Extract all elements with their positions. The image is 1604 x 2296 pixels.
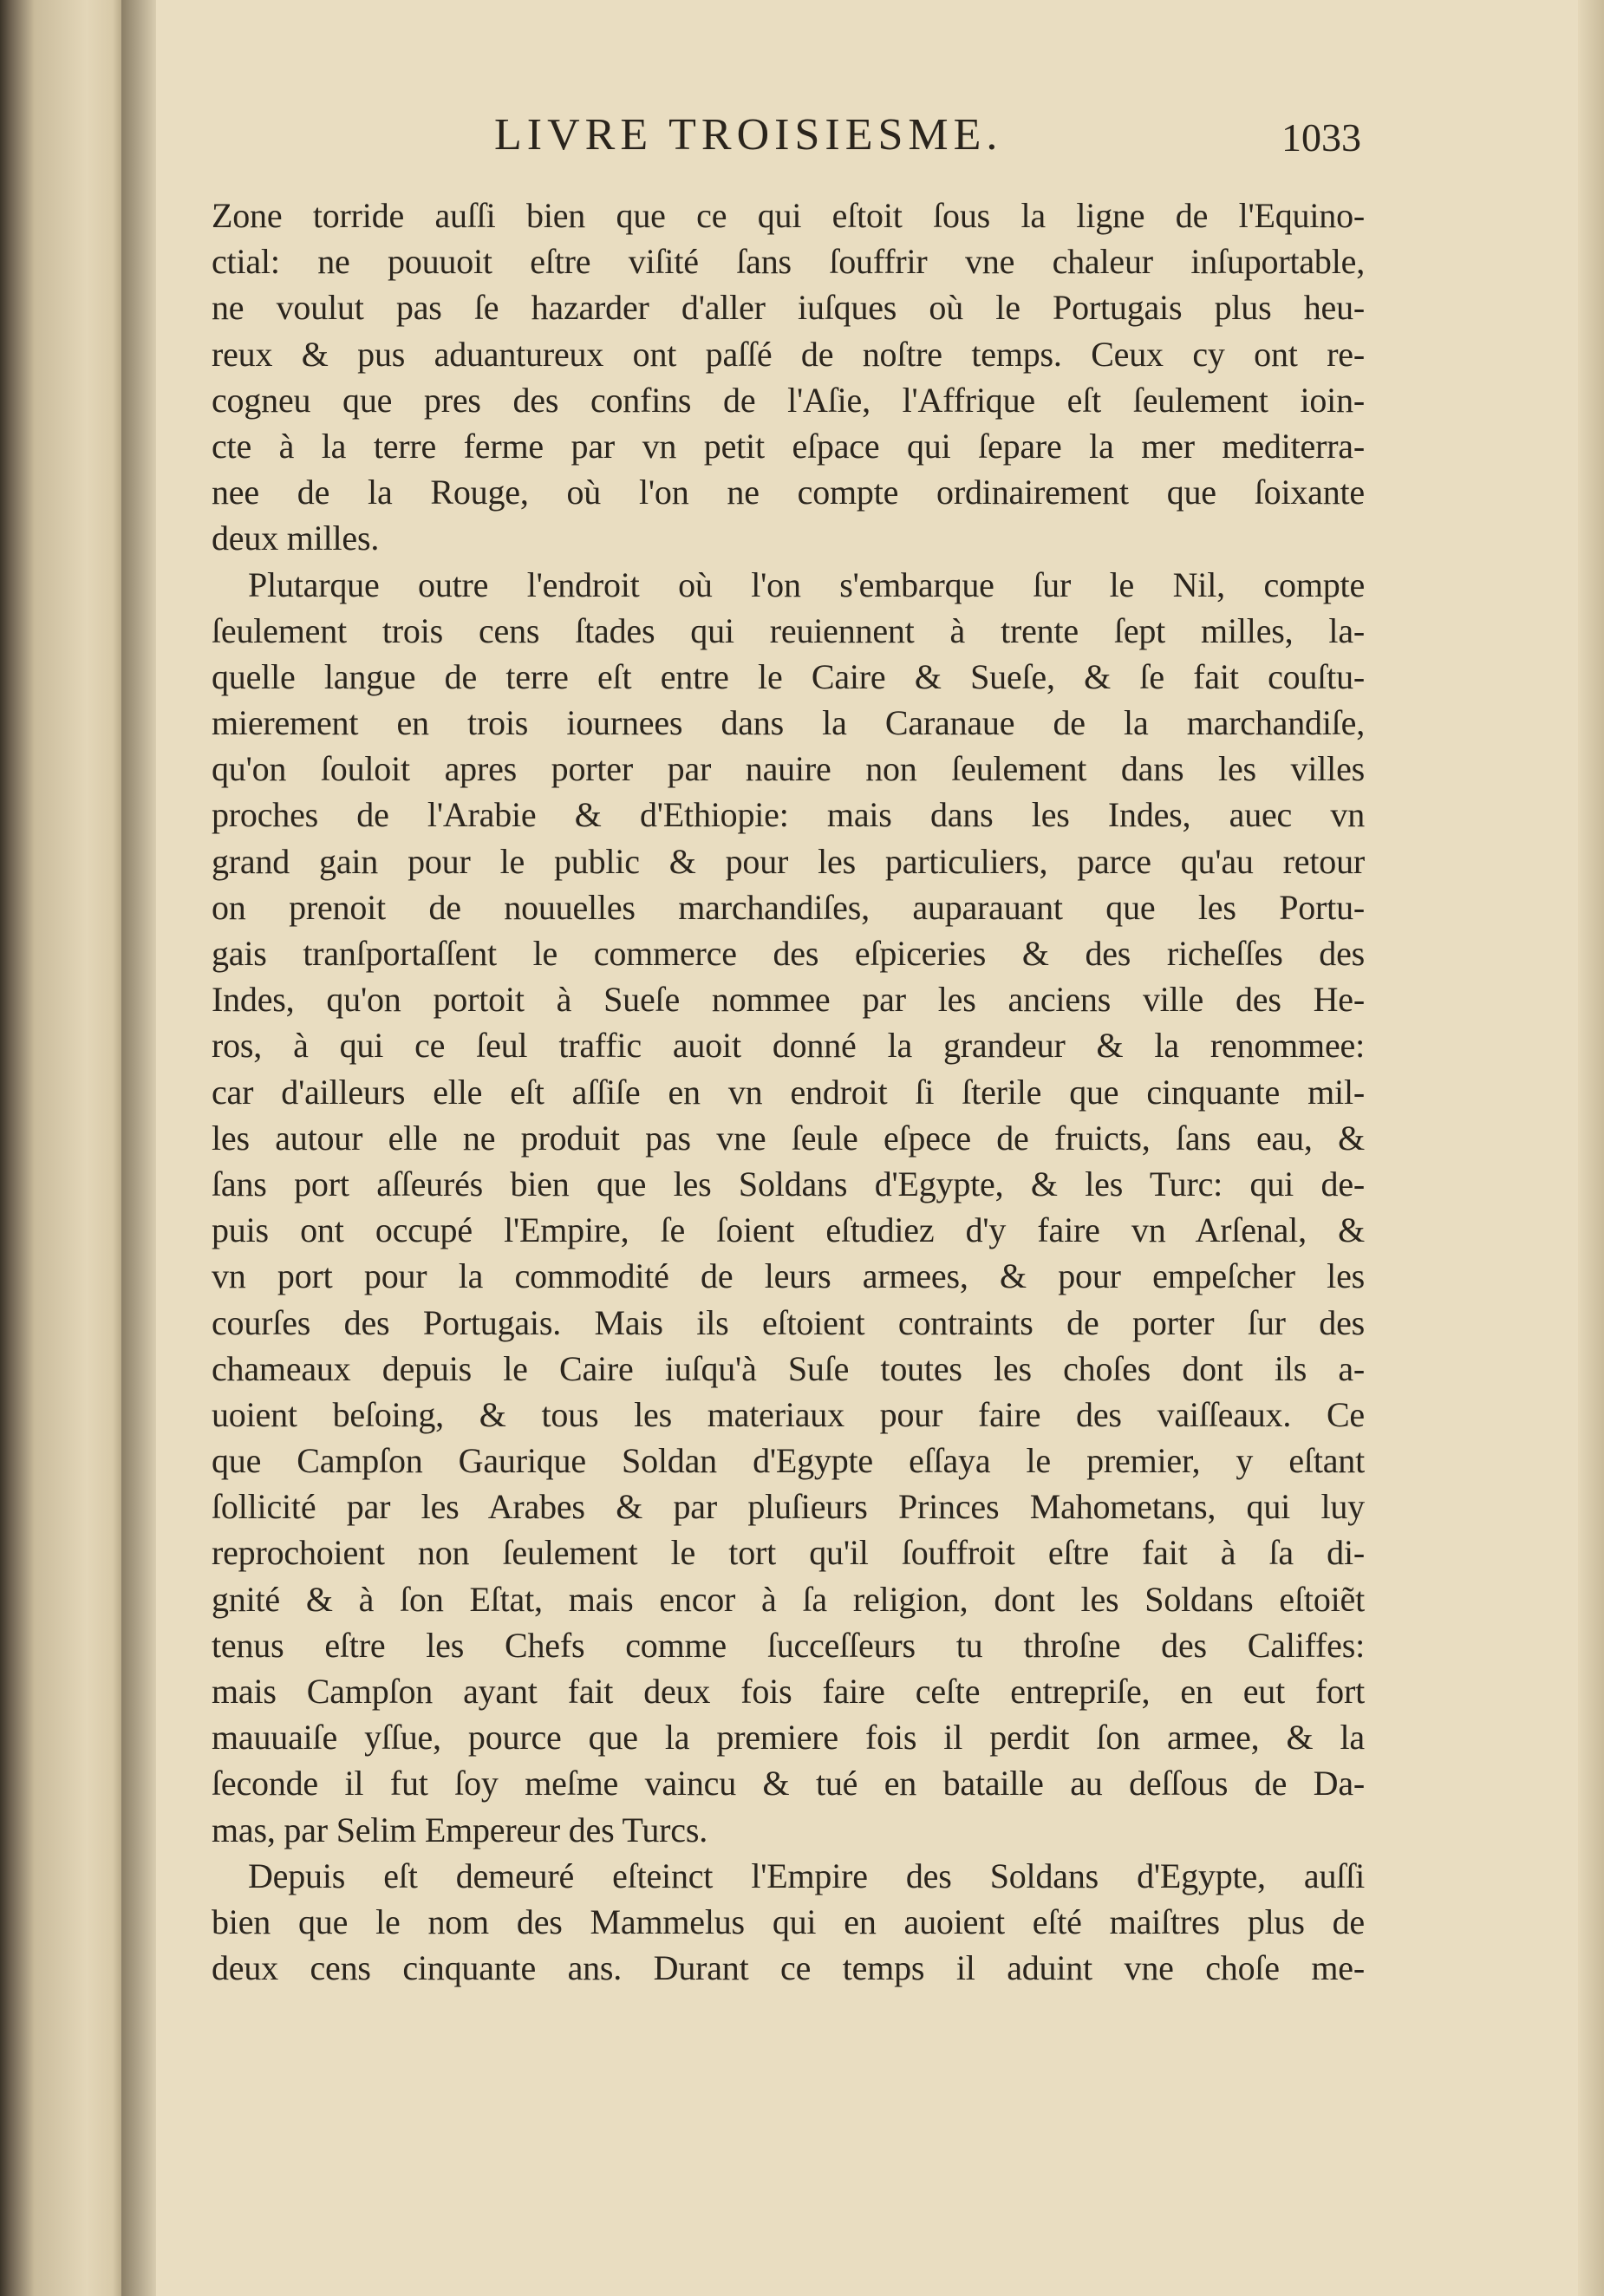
text-line: reux & pus aduantureux ont paſſé de noſtre temps. Ceux cy ont re- xyxy=(212,334,1365,374)
text-line: on prenoit de nouuelles marchandiſes, auparauant que les Portu- xyxy=(212,887,1365,927)
text-line: ros, à qui ce ſeul traffic auoit donné la grandeur & la renommee: xyxy=(212,1026,1365,1066)
text-line: mas, par Selim Empereur des Turcs. xyxy=(212,1810,708,1849)
text-line: les autour elle ne produit pas vne ſeule eſpece de fruicts, ſans eau, & xyxy=(212,1118,1365,1158)
text-line: ſeulement trois cens ſtades qui reuiennent à trente ſept milles, la- xyxy=(212,610,1365,650)
text-line: cte à la terre ferme par vn petit eſpace qui ſepare la mer mediterra- xyxy=(212,426,1365,466)
running-head: LIVRE TROISIESME. xyxy=(494,110,1003,160)
text-line: quelle langue de terre eſt entre le Caire & Sueſe, & ſe fait couſtu- xyxy=(212,656,1365,696)
text-line: deux cens cinquante ans. Durant ce temps il aduint vne choſe me- xyxy=(212,1948,1365,1988)
binding-gutter xyxy=(121,0,156,2296)
text-line: courſes des Portugais. Mais ils eſtoient contraints de porter ſur des xyxy=(212,1302,1365,1342)
text-line: reprochoient non ſeulement le tort qu'il ſouffroit eſtre fait à ſa di- xyxy=(212,1533,1365,1573)
text-line: vn port pour la commodité de leurs armees, & pour empeſcher les xyxy=(212,1256,1365,1296)
text-line: Depuis eſt demeuré eſteinct l'Empire des Soldans d'Egypte, auſſi xyxy=(248,1856,1365,1895)
text-line: Plutarque outre l'endroit où l'on s'embarque ſur le Nil, compte xyxy=(248,564,1365,604)
text-line: gnité & à ſon Eſtat, mais encor à ſa religion, dont les Soldans eſtoiẽt xyxy=(212,1579,1365,1619)
text-line: ſeconde il fut ſoy meſme vaincu & tué en bataille au deſſous de Da- xyxy=(212,1764,1365,1804)
text-line: ctial: ne pouuoit eſtre viſité ſans ſouffrir vne chaleur inſuportable, xyxy=(212,242,1365,282)
text-line: uoient beſoing, & tous les materiaux pour faire des vaiſſeaux. Ce xyxy=(212,1394,1365,1434)
text-line: tenus eſtre les Chefs comme ſucceſſeurs tu throſne des Califfes: xyxy=(212,1625,1365,1665)
text-line: qu'on ſouloit apres porter par nauire non ſeulement dans les villes xyxy=(212,749,1365,789)
text-line: chameaux depuis le Caire iuſqu'à Suſe toutes les choſes dont ils a- xyxy=(212,1348,1365,1388)
text-line: ſans port aſſeurés bien que les Soldans d'Egypte, & les Turc: qui de- xyxy=(212,1164,1365,1203)
text-line: mierement en trois iournees dans la Caranaue de la marchandiſe, xyxy=(212,703,1365,743)
text-line: mauuaiſe yſſue, pource que la premiere fois il perdit ſon armee, & la xyxy=(212,1718,1365,1758)
text-line: puis ont occupé l'Empire, ſe ſoient eſtudiez d'y faire vn Arſenal, & xyxy=(212,1210,1365,1250)
text-line: bien que le nom des Mammelus qui en auoient eſté maiſtres plus de xyxy=(212,1901,1365,1941)
text-line: car d'ailleurs elle eſt aſſiſe en vn endroit ſi ſterile que cinquante mil- xyxy=(212,1072,1365,1112)
text-line: ne voulut pas ſe hazarder d'aller iuſques où le Portugais plus heu- xyxy=(212,288,1365,328)
text-line: Zone torride auſſi bien que ce qui eſtoit ſous la ligne de l'Equino- xyxy=(212,196,1365,235)
text-line: proches de l'Arabie & d'Ethiopie: mais dans les Indes, auec vn xyxy=(212,795,1365,835)
page-number: 1033 xyxy=(1281,115,1361,160)
text-line: grand gain pour le public & pour les particuliers, parce qu'au retour xyxy=(212,841,1365,881)
text-line: deux milles. xyxy=(212,519,380,558)
text-line: ſollicité par les Arabes & par pluſieurs Princes Mahometans, qui luy xyxy=(212,1487,1365,1527)
text-line: que Campſon Gaurique Soldan d'Egypte eſſaya le premier, y eſtant xyxy=(212,1441,1365,1481)
body-text xyxy=(212,192,1365,1991)
facing-page-edge xyxy=(0,0,121,2296)
text-line: nee de la Rouge, où l'on ne compte ordinairement que ſoixante xyxy=(212,473,1365,512)
text-line: cogneu que pres des confins de l'Aſie, l'Affrique eſt ſeulement ioin- xyxy=(212,380,1365,420)
text-line: gais tranſportaſſent le commerce des eſpiceries & des richeſſes des xyxy=(212,934,1365,973)
page-header xyxy=(208,109,1361,170)
text-line: mais Campſon ayant fait deux fois faire ceſte entrepriſe, en eut fort xyxy=(212,1672,1365,1711)
page-edge xyxy=(1578,0,1604,2296)
text-line: Indes, qu'on portoit à Sueſe nommee par les anciens ville des He- xyxy=(212,980,1365,1020)
